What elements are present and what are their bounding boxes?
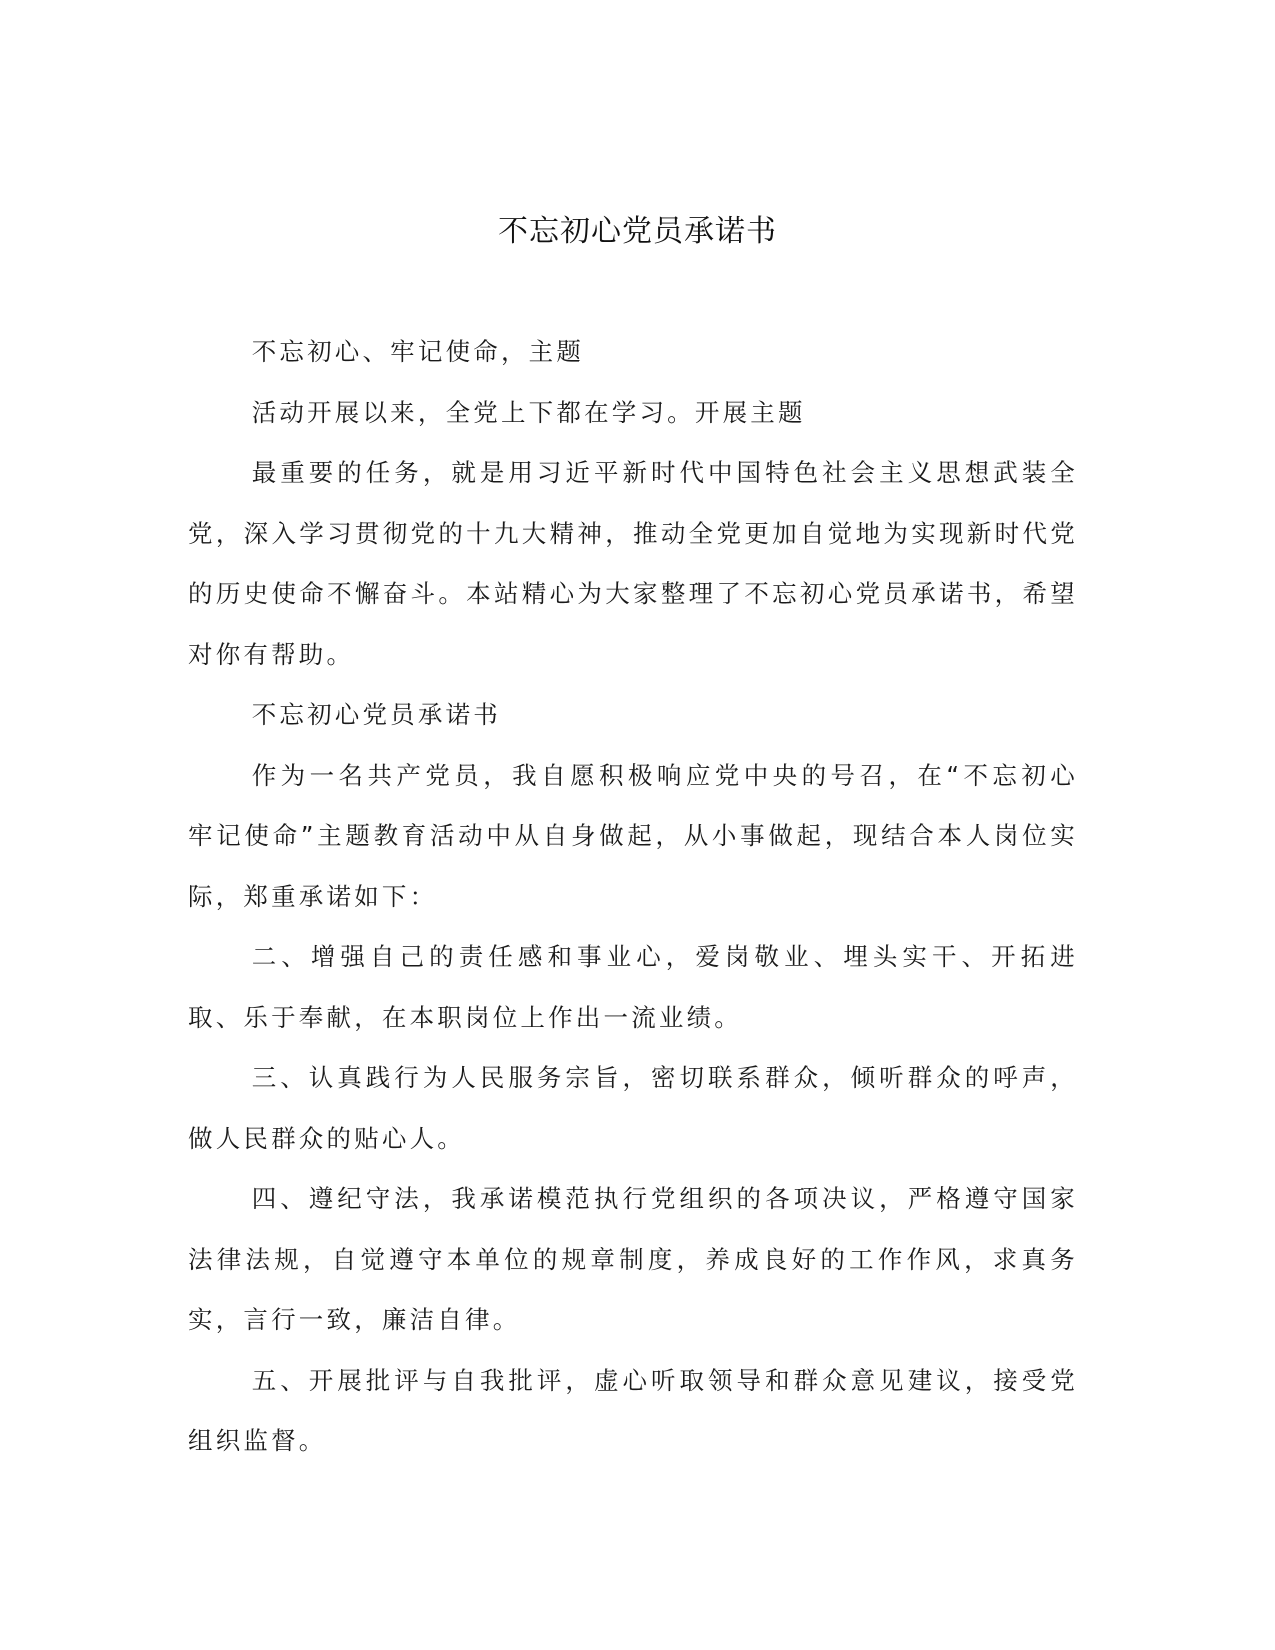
paragraph-theme-intro: 不忘初心、牢记使命，主题 [251,337,585,366]
paragraph-pledge-3: 三、认真践行为人民服务宗旨，密切联系群众，倾听群众的呼声，做人民群众的贴心人。 [188,1063,1078,1153]
document-body [188,322,1078,1472]
paragraph-activity-start: 活动开展以来，全党上下都在学习。开展主题 [251,397,806,427]
paragraph-pledge-4: 四、遵纪守法，我承诺模范执行党组织的各项决议，严格遵守国家法律法规，自觉遵守本单位的规章制度，养成良好的工作作风，求真务实，言行一致，廉洁自律。 [188,1184,1078,1334]
paragraph-pledge-5: 五、开展批评与自我批评，虚心听取领导和群众意见建议，接受党组织监督。 [188,1365,1078,1455]
paragraph-main-task: 最重要的任务，就是用习近平新时代中国特色社会主义思想武装全党，深入学习贯彻党的十九大精神，推动全党更加自觉地为实现新时代党的历史使命不懈奋斗。本站精心为大家整理了不忘初心党员承诺书，希望对你有帮助。 [188,458,1078,669]
paragraph-pledge-intro: 作为一名共产党员，我自愿积极响应党中央的号召，在“不忘初心 牢记使命”主题教育活动中从自身做起，从小事做起，现结合本人岗位实际，郑重承诺如下： [188,760,1078,911]
paragraph-pledge-2: 二、增强自己的责任感和事业心，爱岗敬业、埋头实干、开拓进取、乐于奉献，在本职岗位上作出一流业绩。 [188,942,1078,1032]
paragraph-subtitle: 不忘初心党员承诺书 [251,700,501,729]
document-title: 不忘初心党员承诺书 [498,214,777,249]
